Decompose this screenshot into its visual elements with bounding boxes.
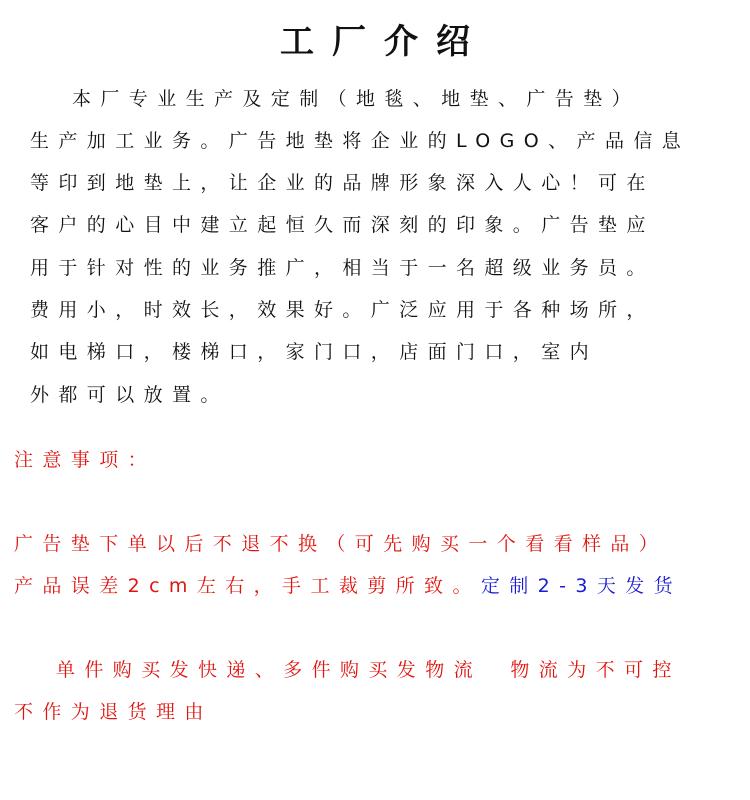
notice-error-text: 产品误差2cm左右，手工裁剪所致。 [14,575,481,597]
page-title: 工厂介绍 [280,22,488,62]
intro-line-7: 如电梯口，楼梯口，家门口，店面门口，室内 [30,341,599,363]
notice-line-no-return: 广告垫下单以后不退不换（可先购买一个看看样品） [14,533,668,555]
intro-line-1: 本厂专业生产及定制（地毯、地垫、广告垫） [72,88,641,110]
intro-line-6: 费用小，时效长，效果好。广泛应用于各种场所， [30,299,655,321]
notice-line-error-delivery [14,574,682,598]
intro-line-8: 外都可以放置。 [30,384,229,406]
notice-line-shipping: 单件购买发快递、多件购买发物流 物流为不可控 [56,659,681,681]
intro-line-4: 客户的心目中建立起恒久而深刻的印象。广告垫应 [30,214,655,236]
intro-line-3: 等印到地垫上，让企业的品牌形象深入人心！可在 [30,172,655,194]
notice-line-shipping-cont: 不作为退货理由 [14,701,213,723]
notice-delivery-text: 定制2-3天发货 [480,575,683,597]
intro-line-2: 生产加工业务。广告地垫将企业的LOGO、产品信息 [30,130,691,152]
intro-line-5: 用于针对性的业务推广，相当于一名超级业务员。 [30,257,655,279]
notice-heading: 注意事项： [14,449,157,471]
